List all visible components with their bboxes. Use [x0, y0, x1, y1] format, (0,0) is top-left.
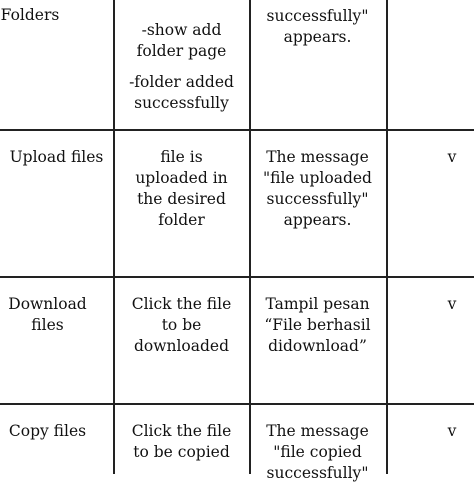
feature-text: Download files — [8, 295, 87, 334]
expected-text: Tampil pesan “File berhasil didownload” — [264, 295, 371, 355]
expected-cell — [249, 421, 386, 484]
steps-cell — [113, 421, 250, 463]
result-check: v — [447, 422, 457, 440]
result-cell — [430, 294, 474, 315]
expected-text: The message "file copied successfully" — [266, 422, 369, 482]
result-check: v — [447, 295, 457, 313]
feature-text: Folders — [0, 6, 60, 24]
result-check: v — [447, 148, 457, 166]
step-text: -folder added successfully — [129, 73, 234, 112]
step-text: Click the file to be downloaded — [131, 295, 232, 355]
row-divider — [0, 276, 474, 278]
feature-cell — [0, 147, 113, 168]
step-text: Click the file to be copied — [131, 422, 232, 461]
result-cell — [430, 421, 474, 442]
expected-text: The message "file uploaded successfully" appears. — [263, 148, 372, 229]
expected-cell — [249, 147, 386, 231]
step-text: -show add folder page — [136, 21, 227, 60]
feature-cell — [0, 294, 95, 336]
row-divider — [0, 129, 474, 131]
steps-cell — [113, 147, 250, 231]
feature-cell — [0, 421, 95, 442]
steps-cell — [113, 20, 250, 114]
feature-text: Copy files — [8, 422, 87, 440]
step-text: file is uploaded in the desired folder — [135, 148, 228, 229]
row-divider — [0, 403, 474, 405]
result-cell — [430, 147, 474, 168]
expected-text: successfully" appears. — [266, 7, 369, 46]
expected-cell — [249, 6, 386, 48]
feature-text: Upload files — [9, 148, 104, 166]
steps-cell — [113, 294, 250, 357]
feature-cell — [0, 5, 60, 26]
expected-cell — [249, 294, 386, 357]
